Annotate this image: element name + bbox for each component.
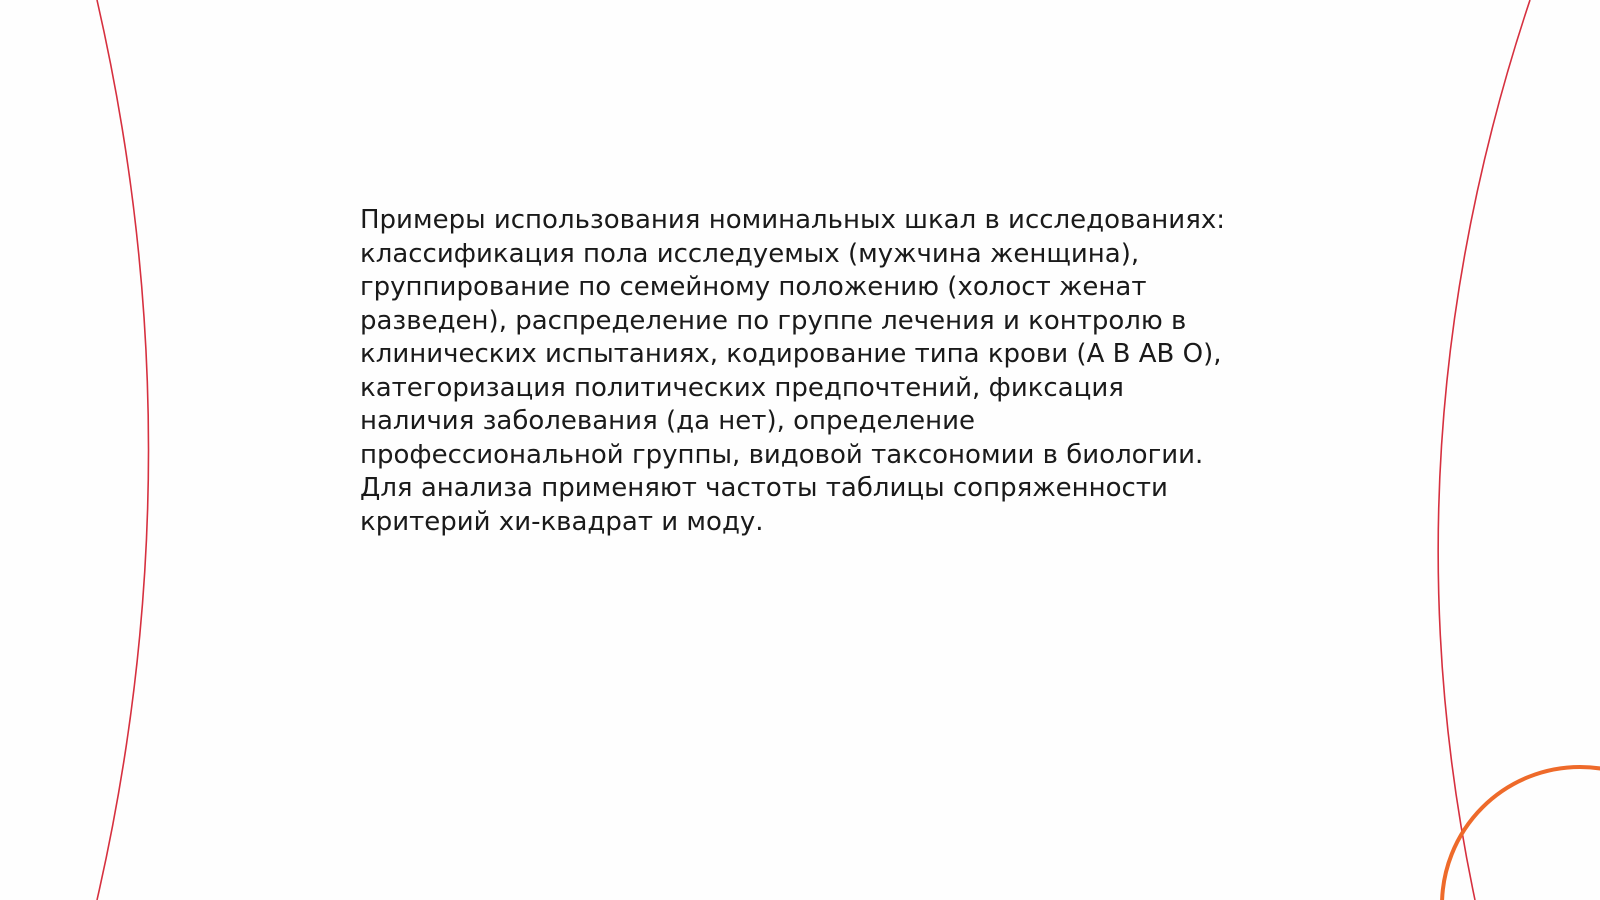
paragraph-line: категоризация политических предпочтений, фиксация <box>360 372 1124 403</box>
body-paragraph <box>360 204 1260 539</box>
paragraph-line: наличия заболевания (да нет), определение <box>360 406 975 436</box>
left-curve-line <box>97 0 149 900</box>
paragraph-line: Примеры использования номинальных шкал в исследованиях: <box>360 205 1225 235</box>
paragraph-line: разведен), распределение по группе лечения и контролю в <box>360 305 1187 336</box>
paragraph-line: группирование по семейному положению (холост женат <box>360 272 1147 302</box>
paragraph-line: профессиональной группы, видовой таксономии в биологии. <box>360 439 1204 470</box>
paragraph-line: критерий хи-квадрат и моду. <box>360 506 764 537</box>
right-curve-line <box>1438 0 1530 900</box>
paragraph-line: клинических испытаниях, кодирование типа крови (А В АВ О), <box>360 339 1222 369</box>
accent-circle-outline <box>1442 767 1600 900</box>
paragraph-line: Для анализа применяют частоты таблицы сопряженности <box>360 473 1168 503</box>
paragraph-line: классификация пола исследуемых (мужчина женщина), <box>360 238 1140 269</box>
